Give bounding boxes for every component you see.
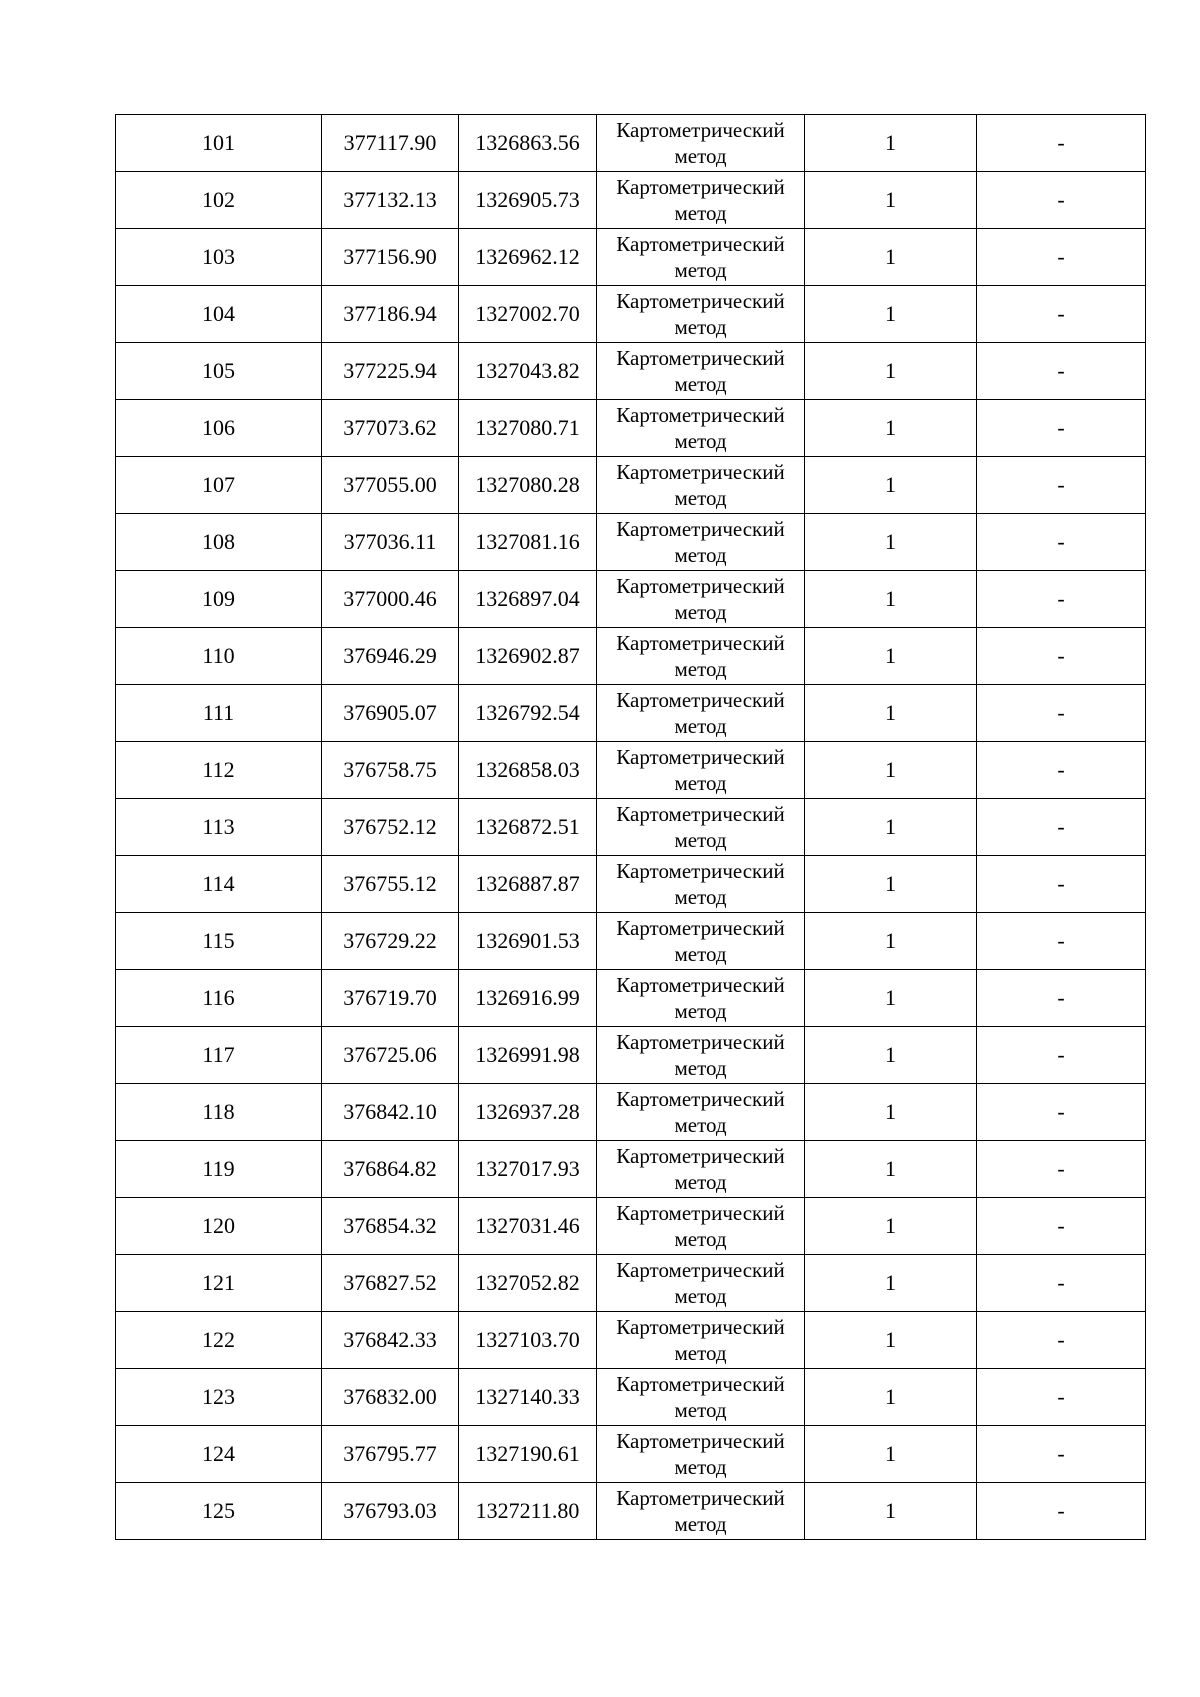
- method-text-line: Картометрический: [616, 1144, 785, 1168]
- x-coordinate-cell: 376832.00: [322, 1369, 459, 1426]
- x-coordinate-cell: 376827.52: [322, 1255, 459, 1312]
- x-coordinate-cell: 377132.13: [322, 172, 459, 229]
- table-row: [116, 1198, 1146, 1255]
- accuracy-value-cell: 1: [805, 685, 977, 742]
- method-text-line: метод: [674, 600, 727, 624]
- method-text-line: метод: [674, 429, 727, 453]
- method-text-line: Картометрический: [616, 745, 785, 769]
- method-cell: [597, 1255, 805, 1312]
- note-cell: -: [977, 1084, 1146, 1141]
- point-number-cell: 112: [116, 742, 322, 799]
- method-text-line: Картометрический: [616, 460, 785, 484]
- point-number-cell: 116: [116, 970, 322, 1027]
- method-text-line: Картометрический: [616, 403, 785, 427]
- method-text-line: метод: [674, 657, 727, 681]
- note-cell: -: [977, 400, 1146, 457]
- note-cell: -: [977, 742, 1146, 799]
- method-text-line: метод: [674, 144, 727, 168]
- accuracy-value-cell: 1: [805, 628, 977, 685]
- method-cell: [597, 628, 805, 685]
- method-cell: [597, 400, 805, 457]
- x-coordinate-cell: 376905.07: [322, 685, 459, 742]
- x-coordinate-cell: 376719.70: [322, 970, 459, 1027]
- y-coordinate-cell: 1326792.54: [459, 685, 597, 742]
- table-row: [116, 1084, 1146, 1141]
- point-number-cell: 115: [116, 913, 322, 970]
- note-cell: -: [977, 229, 1146, 286]
- method-text-line: Картометрический: [616, 1030, 785, 1054]
- y-coordinate-cell: 1327043.82: [459, 343, 597, 400]
- method-cell: [597, 1312, 805, 1369]
- method-cell: [597, 799, 805, 856]
- method-cell: [597, 172, 805, 229]
- y-coordinate-cell: 1326937.28: [459, 1084, 597, 1141]
- point-number-cell: 125: [116, 1483, 322, 1540]
- x-coordinate-cell: 376725.06: [322, 1027, 459, 1084]
- accuracy-value-cell: 1: [805, 571, 977, 628]
- table-row: [116, 1483, 1146, 1540]
- method-text-line: Картометрический: [616, 574, 785, 598]
- method-cell: [597, 913, 805, 970]
- x-coordinate-cell: 377156.90: [322, 229, 459, 286]
- x-coordinate-cell: 376864.82: [322, 1141, 459, 1198]
- note-cell: -: [977, 913, 1146, 970]
- accuracy-value-cell: 1: [805, 1369, 977, 1426]
- x-coordinate-cell: 377036.11: [322, 514, 459, 571]
- y-coordinate-cell: 1326897.04: [459, 571, 597, 628]
- x-coordinate-cell: 376755.12: [322, 856, 459, 913]
- y-coordinate-cell: 1327002.70: [459, 286, 597, 343]
- accuracy-value-cell: 1: [805, 742, 977, 799]
- method-cell: [597, 1027, 805, 1084]
- method-cell: [597, 1198, 805, 1255]
- method-text-line: Картометрический: [616, 1258, 785, 1282]
- note-cell: -: [977, 286, 1146, 343]
- method-text-line: Картометрический: [616, 859, 785, 883]
- y-coordinate-cell: 1327211.80: [459, 1483, 597, 1540]
- method-cell: [597, 229, 805, 286]
- method-text-line: метод: [674, 942, 727, 966]
- y-coordinate-cell: 1326902.87: [459, 628, 597, 685]
- point-number-cell: 122: [116, 1312, 322, 1369]
- method-cell: [597, 571, 805, 628]
- accuracy-value-cell: 1: [805, 1084, 977, 1141]
- x-coordinate-cell: 377055.00: [322, 457, 459, 514]
- table-row: [116, 1426, 1146, 1483]
- table-row: [116, 343, 1146, 400]
- method-text-line: метод: [674, 714, 727, 738]
- y-coordinate-cell: 1326916.99: [459, 970, 597, 1027]
- accuracy-value-cell: 1: [805, 1426, 977, 1483]
- method-text-line: метод: [674, 372, 727, 396]
- point-number-cell: 123: [116, 1369, 322, 1426]
- table-row: [116, 286, 1146, 343]
- note-cell: -: [977, 1255, 1146, 1312]
- y-coordinate-cell: 1326863.56: [459, 115, 597, 172]
- point-number-cell: 119: [116, 1141, 322, 1198]
- table-row: [116, 1369, 1146, 1426]
- method-text-line: метод: [674, 1341, 727, 1365]
- note-cell: -: [977, 514, 1146, 571]
- note-cell: -: [977, 343, 1146, 400]
- method-cell: [597, 970, 805, 1027]
- accuracy-value-cell: 1: [805, 400, 977, 457]
- table-row: [116, 514, 1146, 571]
- note-cell: -: [977, 571, 1146, 628]
- method-cell: [597, 1084, 805, 1141]
- note-cell: -: [977, 1426, 1146, 1483]
- coordinates-table-body: [116, 115, 1146, 1540]
- note-cell: -: [977, 628, 1146, 685]
- y-coordinate-cell: 1327081.16: [459, 514, 597, 571]
- table-row: [116, 1312, 1146, 1369]
- note-cell: -: [977, 799, 1146, 856]
- method-cell: [597, 286, 805, 343]
- accuracy-value-cell: 1: [805, 856, 977, 913]
- point-number-cell: 121: [116, 1255, 322, 1312]
- method-text-line: Картометрический: [616, 973, 785, 997]
- table-row: [116, 1141, 1146, 1198]
- point-number-cell: 114: [116, 856, 322, 913]
- method-text-line: Картометрический: [616, 1087, 785, 1111]
- method-cell: [597, 742, 805, 799]
- point-number-cell: 118: [116, 1084, 322, 1141]
- note-cell: -: [977, 115, 1146, 172]
- y-coordinate-cell: 1326905.73: [459, 172, 597, 229]
- point-number-cell: 120: [116, 1198, 322, 1255]
- method-text-line: метод: [674, 1284, 727, 1308]
- method-cell: [597, 1141, 805, 1198]
- method-text-line: Картометрический: [616, 1315, 785, 1339]
- method-text-line: метод: [674, 999, 727, 1023]
- point-number-cell: 124: [116, 1426, 322, 1483]
- note-cell: -: [977, 685, 1146, 742]
- note-cell: -: [977, 1369, 1146, 1426]
- x-coordinate-cell: 377117.90: [322, 115, 459, 172]
- y-coordinate-cell: 1326872.51: [459, 799, 597, 856]
- table-row: [116, 400, 1146, 457]
- accuracy-value-cell: 1: [805, 286, 977, 343]
- table-row: [116, 799, 1146, 856]
- method-text-line: Картометрический: [616, 1201, 785, 1225]
- method-text-line: метод: [674, 1227, 727, 1251]
- y-coordinate-cell: 1327080.71: [459, 400, 597, 457]
- method-text-line: метод: [674, 1170, 727, 1194]
- accuracy-value-cell: 1: [805, 1312, 977, 1369]
- x-coordinate-cell: 377186.94: [322, 286, 459, 343]
- point-number-cell: 102: [116, 172, 322, 229]
- method-cell: [597, 115, 805, 172]
- point-number-cell: 105: [116, 343, 322, 400]
- table-row: [116, 628, 1146, 685]
- method-text-line: Картометрический: [616, 517, 785, 541]
- method-text-line: Картометрический: [616, 232, 785, 256]
- method-text-line: метод: [674, 1455, 727, 1479]
- method-text-line: метод: [674, 885, 727, 909]
- point-number-cell: 103: [116, 229, 322, 286]
- accuracy-value-cell: 1: [805, 799, 977, 856]
- accuracy-value-cell: 1: [805, 1483, 977, 1540]
- coordinates-table: [115, 114, 1146, 1540]
- x-coordinate-cell: 376758.75: [322, 742, 459, 799]
- point-number-cell: 117: [116, 1027, 322, 1084]
- x-coordinate-cell: 376793.03: [322, 1483, 459, 1540]
- table-row: [116, 913, 1146, 970]
- x-coordinate-cell: 377225.94: [322, 343, 459, 400]
- table-row: [116, 1255, 1146, 1312]
- method-text-line: метод: [674, 1398, 727, 1422]
- table-row: [116, 115, 1146, 172]
- method-text-line: метод: [674, 828, 727, 852]
- table-row: [116, 856, 1146, 913]
- y-coordinate-cell: 1326901.53: [459, 913, 597, 970]
- method-text-line: метод: [674, 258, 727, 282]
- y-coordinate-cell: 1326887.87: [459, 856, 597, 913]
- method-text-line: Картометрический: [616, 118, 785, 142]
- method-cell: [597, 343, 805, 400]
- method-text-line: метод: [674, 1056, 727, 1080]
- point-number-cell: 107: [116, 457, 322, 514]
- method-text-line: Картометрический: [616, 175, 785, 199]
- point-number-cell: 113: [116, 799, 322, 856]
- table-row: [116, 172, 1146, 229]
- method-text-line: метод: [674, 543, 727, 567]
- note-cell: -: [977, 970, 1146, 1027]
- table-row: [116, 1027, 1146, 1084]
- table-row: [116, 685, 1146, 742]
- note-cell: -: [977, 172, 1146, 229]
- method-text-line: метод: [674, 486, 727, 510]
- x-coordinate-cell: 377073.62: [322, 400, 459, 457]
- y-coordinate-cell: 1326962.12: [459, 229, 597, 286]
- x-coordinate-cell: 376795.77: [322, 1426, 459, 1483]
- accuracy-value-cell: 1: [805, 1027, 977, 1084]
- point-number-cell: 104: [116, 286, 322, 343]
- method-text-line: Картометрический: [616, 688, 785, 712]
- method-text-line: Картометрический: [616, 631, 785, 655]
- point-number-cell: 111: [116, 685, 322, 742]
- table-row: [116, 229, 1146, 286]
- method-cell: [597, 1426, 805, 1483]
- method-text-line: метод: [674, 771, 727, 795]
- y-coordinate-cell: 1327140.33: [459, 1369, 597, 1426]
- x-coordinate-cell: 376946.29: [322, 628, 459, 685]
- method-cell: [597, 856, 805, 913]
- y-coordinate-cell: 1326991.98: [459, 1027, 597, 1084]
- accuracy-value-cell: 1: [805, 913, 977, 970]
- note-cell: -: [977, 1198, 1146, 1255]
- method-text-line: метод: [674, 1113, 727, 1137]
- note-cell: -: [977, 457, 1146, 514]
- x-coordinate-cell: 376842.10: [322, 1084, 459, 1141]
- accuracy-value-cell: 1: [805, 970, 977, 1027]
- x-coordinate-cell: 376729.22: [322, 913, 459, 970]
- point-number-cell: 109: [116, 571, 322, 628]
- method-cell: [597, 1483, 805, 1540]
- method-text-line: метод: [674, 201, 727, 225]
- method-text-line: Картометрический: [616, 802, 785, 826]
- accuracy-value-cell: 1: [805, 514, 977, 571]
- method-cell: [597, 457, 805, 514]
- table-row: [116, 970, 1146, 1027]
- point-number-cell: 106: [116, 400, 322, 457]
- note-cell: -: [977, 1141, 1146, 1198]
- method-text-line: Картометрический: [616, 1429, 785, 1453]
- accuracy-value-cell: 1: [805, 343, 977, 400]
- note-cell: -: [977, 1483, 1146, 1540]
- x-coordinate-cell: 376854.32: [322, 1198, 459, 1255]
- accuracy-value-cell: 1: [805, 1255, 977, 1312]
- y-coordinate-cell: 1327052.82: [459, 1255, 597, 1312]
- accuracy-value-cell: 1: [805, 1141, 977, 1198]
- point-number-cell: 108: [116, 514, 322, 571]
- y-coordinate-cell: 1327103.70: [459, 1312, 597, 1369]
- method-cell: [597, 1369, 805, 1426]
- method-text-line: метод: [674, 1512, 727, 1536]
- y-coordinate-cell: 1327031.46: [459, 1198, 597, 1255]
- x-coordinate-cell: 376842.33: [322, 1312, 459, 1369]
- method-text-line: Картометрический: [616, 289, 785, 313]
- point-number-cell: 110: [116, 628, 322, 685]
- x-coordinate-cell: 376752.12: [322, 799, 459, 856]
- table-row: [116, 457, 1146, 514]
- y-coordinate-cell: 1326858.03: [459, 742, 597, 799]
- note-cell: -: [977, 856, 1146, 913]
- method-text-line: метод: [674, 315, 727, 339]
- method-text-line: Картометрический: [616, 916, 785, 940]
- table-row: [116, 742, 1146, 799]
- accuracy-value-cell: 1: [805, 457, 977, 514]
- method-text-line: Картометрический: [616, 1486, 785, 1510]
- method-cell: [597, 685, 805, 742]
- point-number-cell: 101: [116, 115, 322, 172]
- accuracy-value-cell: 1: [805, 172, 977, 229]
- y-coordinate-cell: 1327080.28: [459, 457, 597, 514]
- accuracy-value-cell: 1: [805, 115, 977, 172]
- method-cell: [597, 514, 805, 571]
- y-coordinate-cell: 1327017.93: [459, 1141, 597, 1198]
- x-coordinate-cell: 377000.46: [322, 571, 459, 628]
- method-text-line: Картометрический: [616, 346, 785, 370]
- method-text-line: Картометрический: [616, 1372, 785, 1396]
- y-coordinate-cell: 1327190.61: [459, 1426, 597, 1483]
- note-cell: -: [977, 1027, 1146, 1084]
- accuracy-value-cell: 1: [805, 1198, 977, 1255]
- note-cell: -: [977, 1312, 1146, 1369]
- accuracy-value-cell: 1: [805, 229, 977, 286]
- table-row: [116, 571, 1146, 628]
